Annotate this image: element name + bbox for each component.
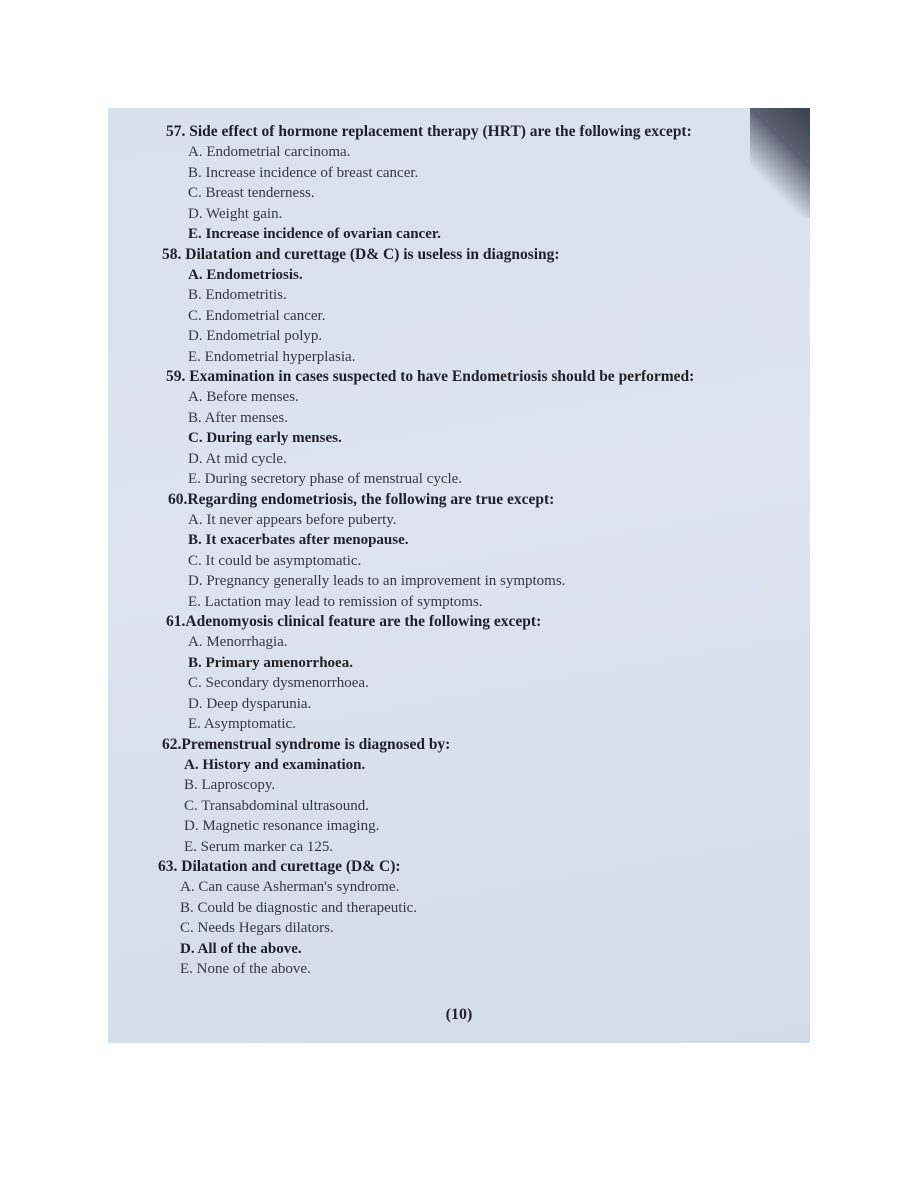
option-b: B. It exacerbates after menopause.	[188, 532, 409, 548]
question-text: 63. Dilatation and curettage (D& C):	[158, 858, 401, 875]
option-d: D. All of the above.	[180, 940, 302, 957]
option-e: E. Serum marker ca 125.	[184, 838, 334, 855]
question-59	[156, 367, 776, 490]
question-text: 62.Premenstrual syndrome is diagnosed by:	[162, 735, 451, 753]
option-c: C. Endometrial cancer.	[188, 307, 326, 324]
option-c: C. Needs Hegars dilators.	[180, 920, 334, 936]
document-photo	[108, 108, 810, 1043]
option-d: D. At mid cycle.	[188, 450, 287, 467]
question-63	[156, 857, 776, 980]
option-c: C. During early menses.	[188, 430, 342, 446]
question-text: 59. Examination in cases suspected to have Endometriosis should be performed:	[166, 368, 695, 385]
question-60	[156, 490, 776, 613]
question-text: 58. Dilatation and curettage (D& C) is useless in diagnosing:	[162, 245, 560, 263]
question-57	[156, 122, 776, 245]
option-e: E. During secretory phase of menstrual cycle.	[188, 471, 463, 487]
option-d: D. Weight gain.	[188, 205, 283, 222]
option-b: B. Could be diagnostic and therapeutic.	[180, 899, 418, 916]
option-b: B. Primary amenorrhoea.	[188, 654, 353, 671]
option-e: E. Lactation may lead to remission of symptoms.	[188, 593, 483, 610]
question-61	[156, 612, 776, 735]
option-b: B. After menses.	[188, 409, 288, 426]
question-58	[156, 245, 776, 368]
option-a: A. Endometriosis.	[188, 266, 303, 283]
option-e: E. None of the above.	[180, 961, 311, 977]
option-b: B. Laproscopy.	[184, 777, 276, 793]
option-a: A. History and examination.	[184, 756, 366, 773]
question-text: 61.Adenomyosis clinical feature are the following except:	[166, 613, 542, 630]
option-a: A. It never appears before puberty.	[188, 511, 397, 528]
option-d: D. Magnetic resonance imaging.	[184, 818, 380, 834]
option-d: D. Deep dysparunia.	[188, 695, 312, 712]
question-text: 57. Side effect of hormone replacement therapy (HRT) are the following except:	[166, 123, 692, 140]
option-c: C. It could be asymptomatic.	[188, 552, 362, 569]
option-c: C. Secondary dysmenorrhoea.	[188, 675, 369, 691]
option-a: A. Menorrhagia.	[188, 634, 288, 650]
question-list	[156, 122, 776, 980]
option-b: B. Increase incidence of breast cancer.	[188, 164, 419, 181]
option-e: E. Endometrial hyperplasia.	[188, 348, 356, 365]
page-number: (10)	[445, 1006, 473, 1023]
question-text: 60.Regarding endometriosis, the following are true except:	[168, 490, 555, 508]
question-62	[156, 735, 776, 858]
option-d: D. Endometrial polyp.	[188, 328, 323, 344]
option-d: D. Pregnancy generally leads to an improvement in symptoms.	[188, 573, 566, 589]
option-a: A. Before menses.	[188, 389, 299, 405]
option-c: C. Transabdominal ultrasound.	[184, 797, 370, 814]
option-c: C. Breast tenderness.	[188, 185, 315, 201]
option-e: E. Asymptomatic.	[188, 716, 296, 732]
option-b: B. Endometritis.	[188, 287, 287, 303]
option-a: A. Endometrial carcinoma.	[188, 144, 351, 160]
option-e: E. Increase incidence of ovarian cancer.	[188, 226, 441, 242]
option-a: A. Can cause Asherman's syndrome.	[180, 879, 400, 895]
